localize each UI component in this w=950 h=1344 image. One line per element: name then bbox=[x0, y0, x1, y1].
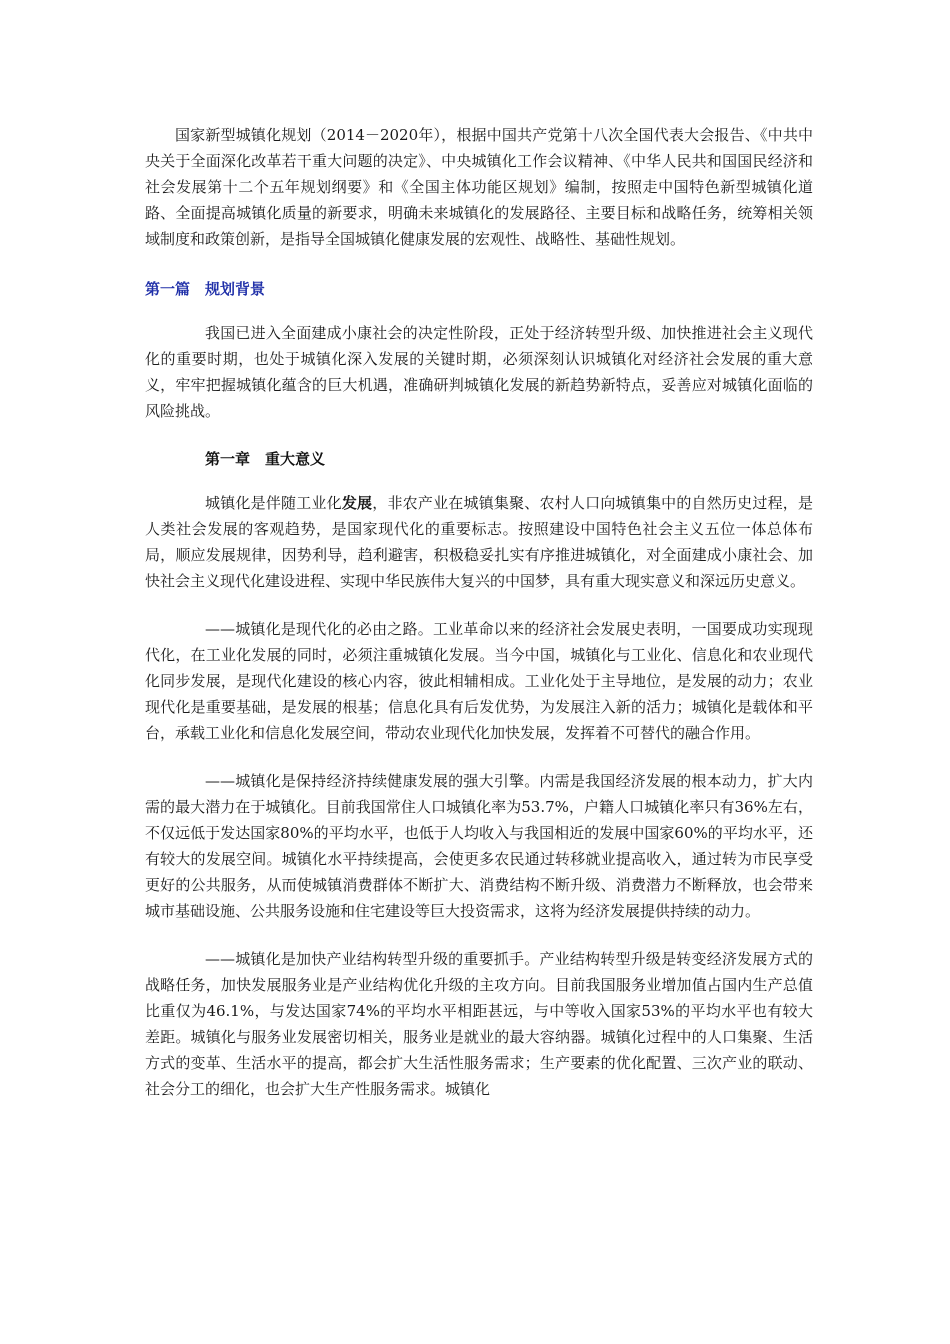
chapter-heading: 第一章 重大意义 bbox=[205, 450, 326, 468]
chapter-text-rest: ，非农产业在城镇集聚、农村人口向城镇集中的自然历史过程，是人类社会发展的客观趋势，是国家现代化的重要标志。按照建设中国特色社会主义五位一体总体布局，顺应发展规律，因势利导，趋利避害，积极稳妥扎实有序推进城镇化，对全面建成小康社会、加快社会主义现代化建设进程、实现中华民族伟大复兴的中国梦，具有重大现实意义和深远历史意义。 bbox=[145, 494, 813, 590]
chapter-bold-word: 发展 bbox=[341, 494, 373, 512]
point-paragraph-1: ——城镇化是现代化的必由之路。工业革命以来的经济社会发展史表明，一国要成功实现现代化，在工业化发展的同时，必须注重城镇化发展。当今中国，城镇化与工业化、信息化和农业现代化同步发展，是现代化建设的核心内容，彼此相辅相成。工业化处于主导地位，是发展的动力；农业现代化是重要基础，是发展的根基；信息化具有后发优势，为发展注入新的活力；城镇化是载体和平台，承载工业化和信息化发展空间，带动农业现代化加快发展，发挥着不可替代的融合作用。 bbox=[145, 620, 813, 742]
part-intro-paragraph: 我国已进入全面建成小康社会的决定性阶段，正处于经济转型升级、加快推进社会主义现代化的重要时期，也处于城镇化深入发展的关键时期，必须深刻认识城镇化对经济社会发展的重大意义，牢牢把握城镇化蕴含的巨大机遇，准确研判城镇化发展的新趋势新特点，妥善应对城镇化面临的风险挑战。 bbox=[145, 324, 813, 420]
part-heading: 第一篇 规划背景 bbox=[145, 280, 266, 298]
point-paragraph-2: ——城镇化是保持经济持续健康发展的强大引擎。内需是我国经济发展的根本动力，扩大内需的最大潜力在于城镇化。目前我国常住人口城镇化率为53.7%，户籍人口城镇化率只有36%左右，不仅远低于发达国家80%的平均水平，也低于人均收入与我国相近的发展中国家60%的平均水平，还有较大的发展空间。城镇化水平持续提高，会使更多农民通过转移就业提高收入，通过转为市民享受更好的公共服务，从而使城镇消费群体不断扩大、消费结构不断升级、消费潜力不断释放，也会带来城市基础设施、公共服务设施和住宅建设等巨大投资需求，这将为经济发展提供持续的动力。 bbox=[145, 772, 813, 920]
point-paragraph-3: ——城镇化是加快产业结构转型升级的重要抓手。产业结构转型升级是转变经济发展方式的战略任务，加快发展服务业是产业结构优化升级的主攻方向。目前我国服务业增加值占国内生产总值比重仅为46.1%，与发达国家74%的平均水平相距甚远，与中等收入国家53%的平均水平也有较大差距。城镇化与服务业发展密切相关，服务业是就业的最大容纳器。城镇化过程中的人口集聚、生活方式的变革、生活水平的提高，都会扩大生活性服务需求；生产要素的优化配置、三次产业的联动、社会分工的细化，也会扩大生产性服务需求。城镇化 bbox=[145, 950, 813, 1098]
intro-paragraph: 国家新型城镇化规划（2014－2020年），根据中国共产党第十八次全国代表大会报告、《中共中央关于全面深化改革若干重大问题的决定》、中央城镇化工作会议精神、《中华人民共和国国民经济和社会发展第十二个五年规划纲要》和《全国主体功能区规划》编制，按照走中国特色新型城镇化道路、全面提高城镇化质量的新要求，明确未来城镇化的发展路径、主要目标和战略任务，统筹相关领域制度和政策创新，是指导全国城镇化健康发展的宏观性、战略性、基础性规划。 bbox=[145, 126, 813, 248]
chapter-paragraph bbox=[145, 490, 813, 594]
chapter-text-start: 城镇化是伴随工业化 bbox=[205, 494, 342, 512]
document-page bbox=[145, 122, 813, 1102]
